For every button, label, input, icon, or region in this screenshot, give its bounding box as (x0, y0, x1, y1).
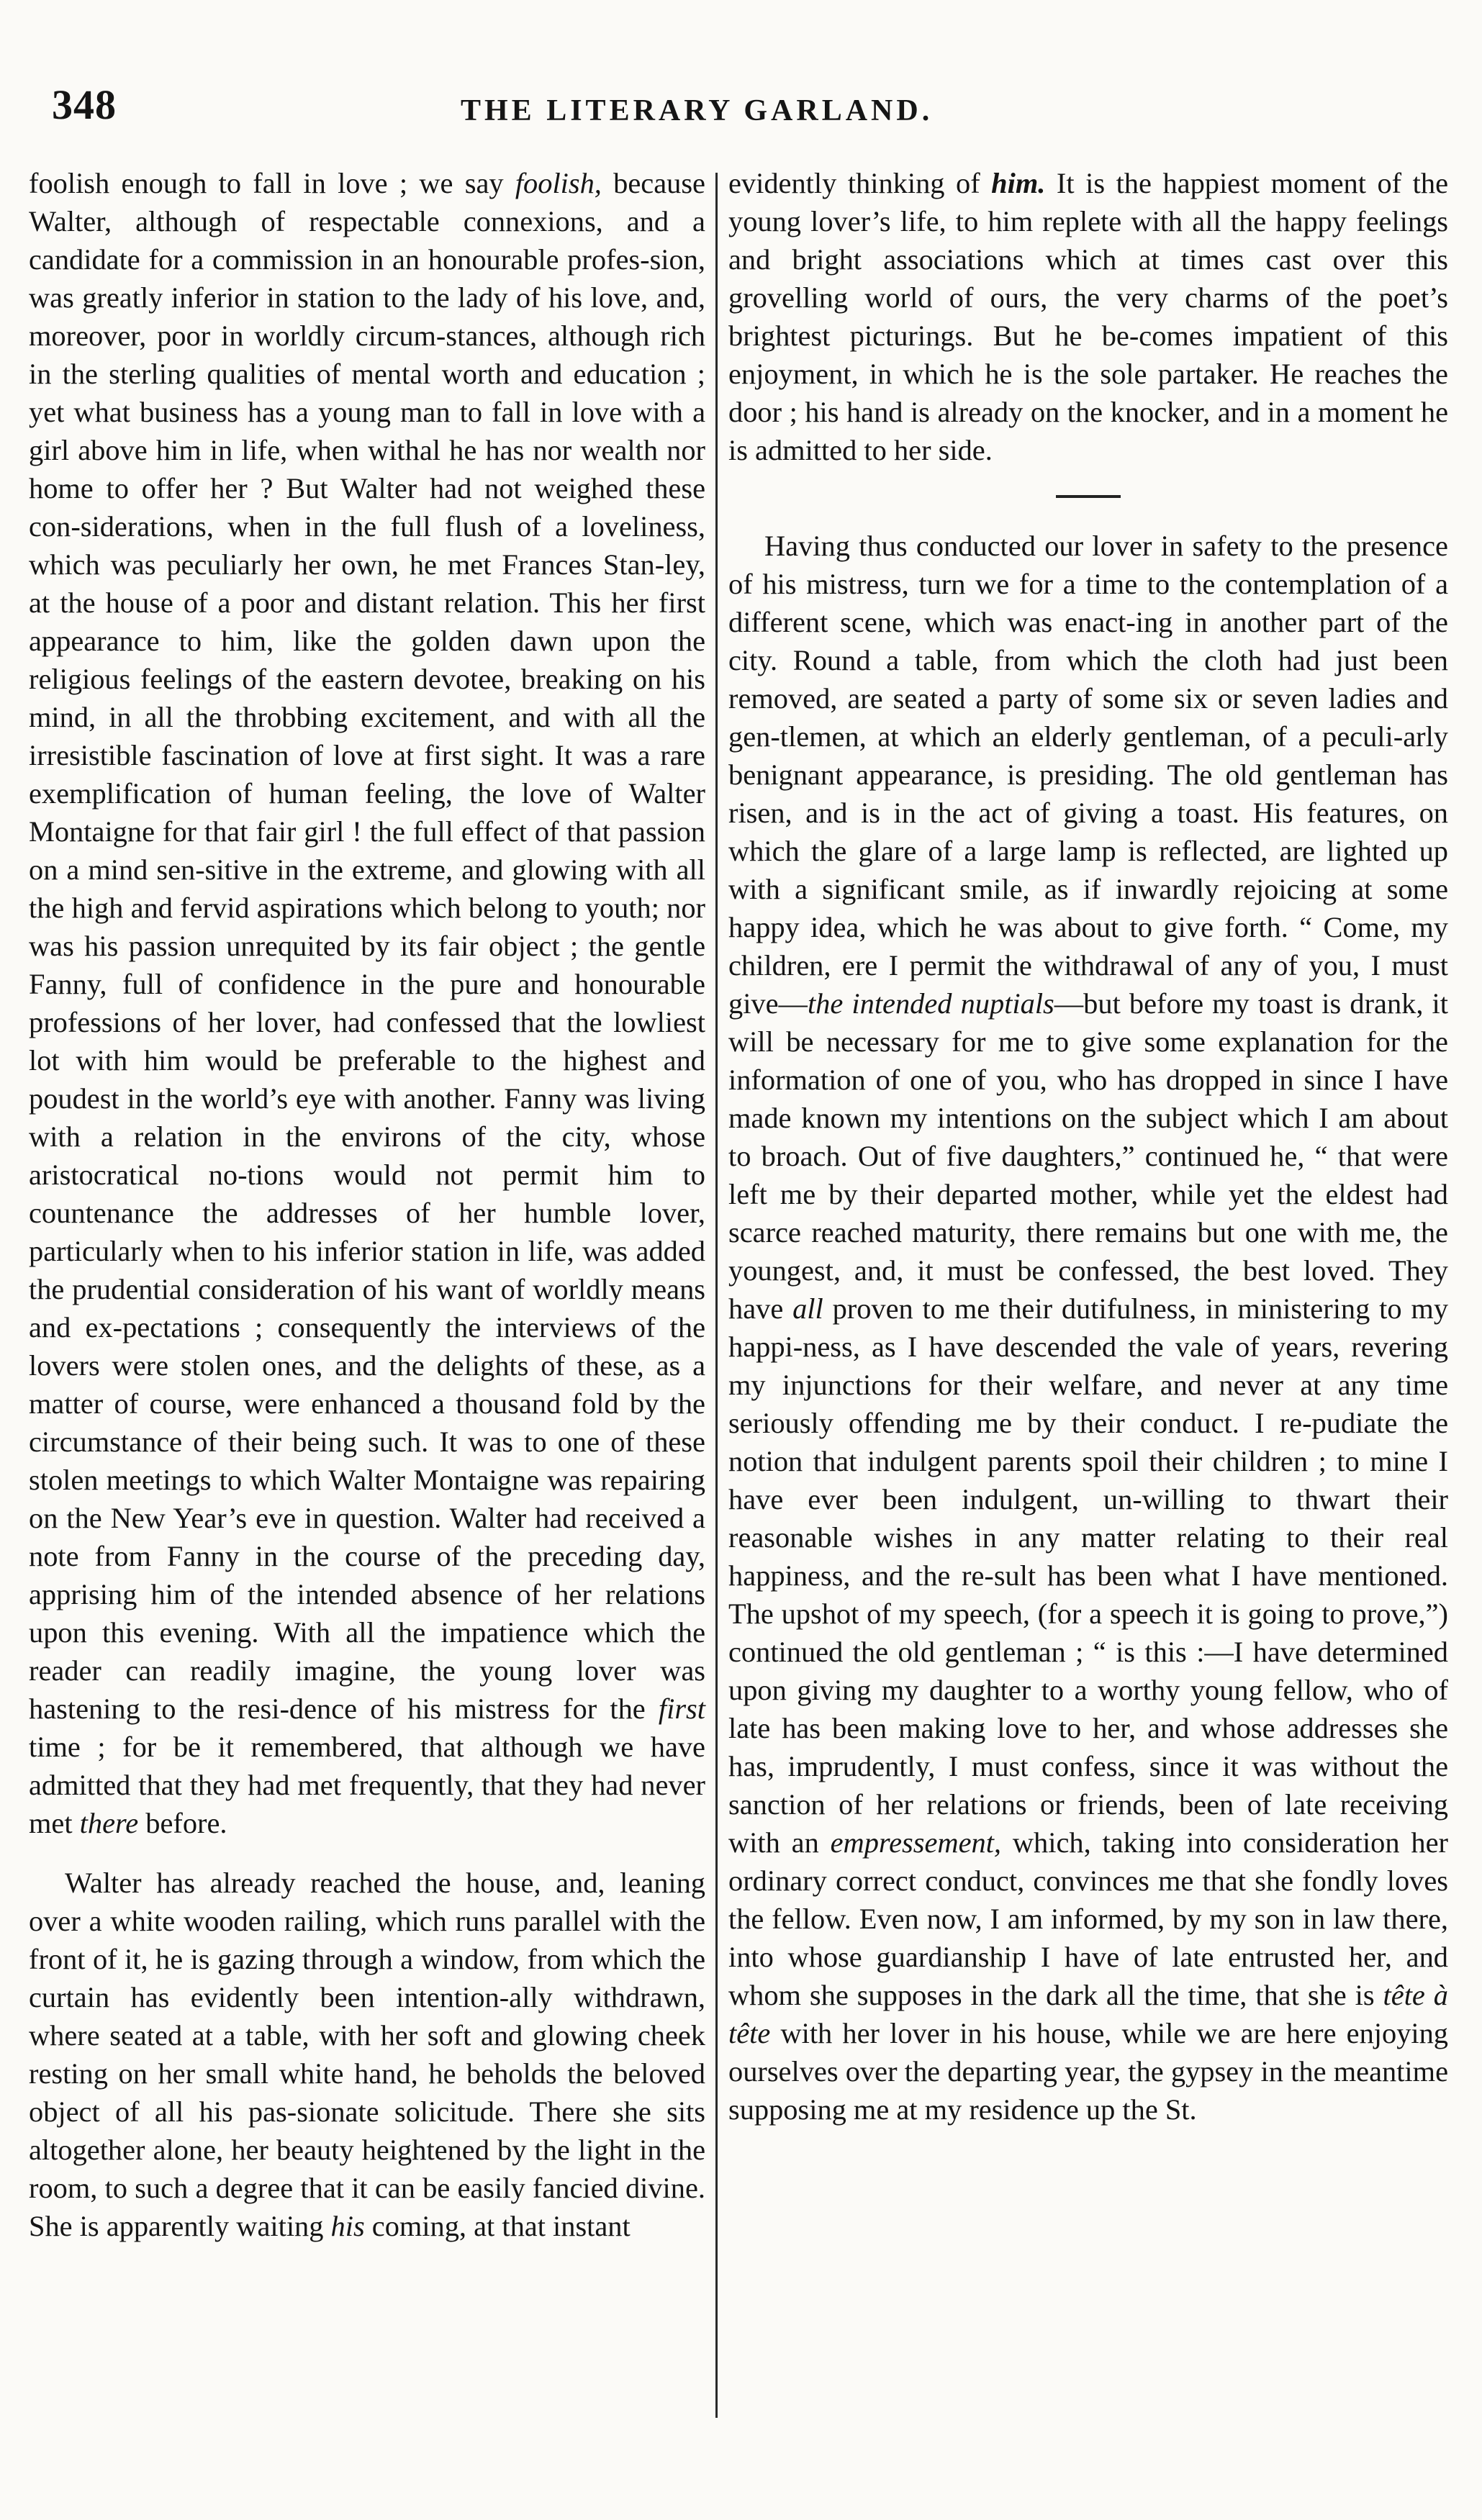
right-column (728, 164, 1448, 2129)
column-divider (715, 173, 718, 2418)
section-separator (1056, 495, 1121, 498)
page-header (0, 43, 1482, 128)
page-number: 348 (52, 81, 117, 128)
paragraph-happiest-moment: evidently thinking of him. It is the happiest moment of the young lover’s life, to him replete with all the happy feelings and bright associations which at times cast over this grovelling world of ours, the very charms of the poet’s brightest picturings. But he be-comes impatient of this enjoyment, in which he is the sole partaker. He reaches the door ; his hand is already on the knocker, and in a moment he is admitted to her side. (728, 167, 1448, 466)
paragraph-walter-at-window: Walter has already reached the house, and, leaning over a white wooden railing, which runs parallel with the front of it, he is gazing through a window, from which the curtain has evidently been intention-ally withdrawn, where seated at a table, with her soft and glowing cheek resting on her small white hand, he beholds the beloved object of all his pas-sionate solicitude. There she sits altogether alone, her beauty heightened by the light in the room, to such a degree that it can be easily fancied divine. She is apparently waiting his coming, at that instant (29, 1867, 705, 2242)
left-column (29, 164, 705, 2245)
paragraph-continued: foolish enough to fall in love ; we say foolish, because Walter, although of respectable connexions, and a candidate for a commission in an honourable profes-sion, was greatly inferior in station to the lady of his love, and, moreover, poor in worldly circum-stances, although rich in the sterling qualities of mental worth and education ; yet what business has a young man to fall in love with a girl above him in life, when withal he has nor wealth nor home to offer her ? But Walter had not weighed these con-siderations, when in the full flush of a loveliness, which was peculiarly her own, he met Frances Stan-ley, at the house of a poor and distant relation. This her first appearance to him, like the golden dawn upon the religious feelings of the eastern devotee, breaking on his mind, in all the throbbing excitement, and with all the irresistible fascination of love at first sight. It was a rare exemplification of human feeling, the love of Walter Montaigne for that fair girl ! the full effect of that passion on a mind sen-sitive in the extreme, and glowing with all the high and fervid aspirations which belong to youth; nor was his passion unrequited by its fair object ; the gentle Fanny, full of confidence in the pure and honourable professions of her lover, had confessed that the lowliest lot with him would be preferable to the highest and poudest in the world’s eye with another. Fanny was living with a relation in the environs of the city, whose aristocratical no-tions would not permit him to countenance the addresses of her humble lover, particularly when to his inferior station in life, was added the prudential consideration of his want of worldly means and ex-pectations ; consequently the interviews of the lovers were stolen ones, and the delights of these, as a matter of course, were enhanced a thousand fold by the circumstance of their being such. It was to one of these stolen meetings to which Walter Montaigne was repairing on the New Year’s eve in question. Walter had received a note from Fanny in the course of the preceding day, apprising him of the intended absence of her relations upon this evening. With all the impatience which the reader can readily imagine, the young lover was hastening to the resi-dence of his mistress for the first time ; for be it remembered, that although we have admitted that they had met frequently, that they had never met there before. (29, 167, 705, 1839)
paragraph-toast-scene: Having thus conducted our lover in safety to the presence of his mistress, turn we for a time to the contemplation of a different scene, which was enact-ing in another part of the city. Round a table, from which the cloth had just been removed, are seated a party of some six or seven ladies and gen-tlemen, at which an elderly gentleman, of a peculi-arly benignant appearance, is presiding. The old gentleman has risen, and is in the act of giving a toast. His features, on which the glare of a large lamp is reflected, are lighted up with a significant smile, as if inwardly rejoicing at some happy idea, which he was about to give forth. “ Come, my children, ere I permit the withdrawal of any of you, I must give—the intended nuptials—but before my toast is drank, it will be necessary for me to give some explanation for the information of one of you, who has dropped in since I have made known my intentions on the subject which I am about to broach. Out of five daughters,” continued he, “ that were left me by their departed mother, while yet the eldest had scarce reached maturity, there remains but one with me, the youngest, and, it must be confessed, the best loved. They have all proven to me their dutifulness, in ministering to my happi-ness, as I have descended the vale of years, revering my injunctions for their welfare, and never at any time seriously offending me by their conduct. I re-pudiate the notion that indulgent parents spoil their children ; to mine I have ever been indulgent, un-willing to thwart their reasonable wishes in any matter relating to their real happiness, and the re-sult has been what I have mentioned. The upshot of my speech, (for a speech it is going to prove,”) continued the old gentleman ; “ is this :—I have determined upon giving my daughter to a worthy young fellow, who of late has been making love to her, and whose addresses she has, imprudently, I must confess, since it was without the sanction of her relations or friends, been of late receiving with an empressement, which, taking into consideration her ordinary correct conduct, convinces me that she fondly loves the fellow. Even now, I am informed, by my son in law there, into whose guardianship I have of late entrusted her, and whom she supposes in the dark all the time, that she is tête à tête with her lover in his house, while we are here enjoying ourselves over the departing year, the gypsey in the meantime supposing me at my residence up the St. (728, 530, 1449, 2126)
running-title: THE LITERARY GARLAND. (461, 94, 934, 127)
